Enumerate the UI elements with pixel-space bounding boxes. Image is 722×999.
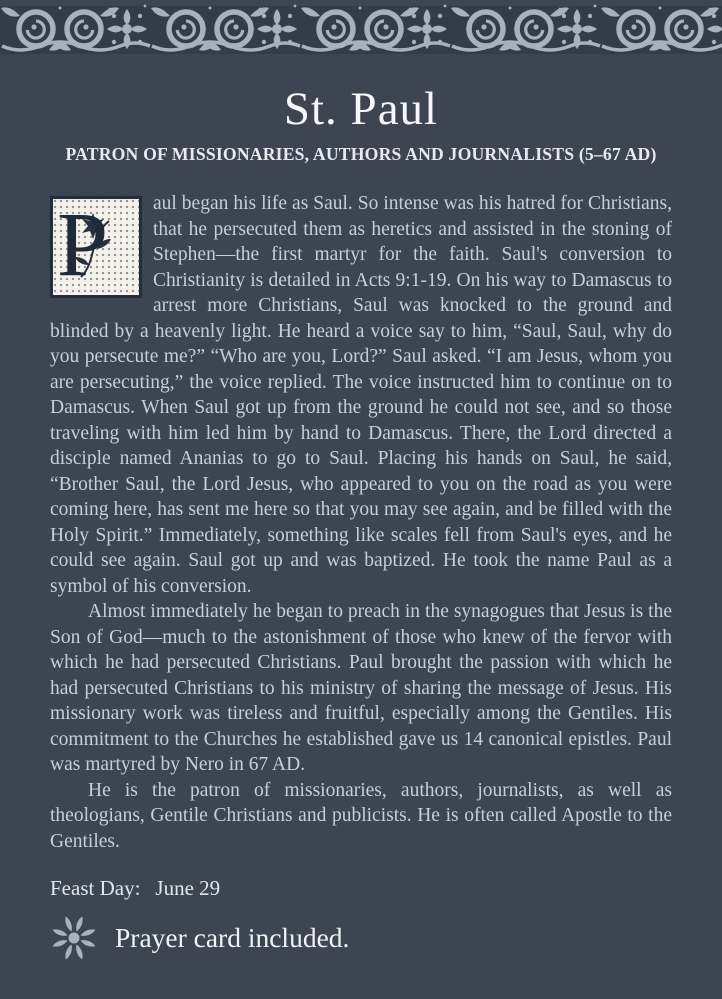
footer-note-row	[50, 914, 672, 962]
footer-note-text: Prayer card included.	[115, 922, 350, 953]
page-subtitle: PATRON OF MISSIONARIES, AUTHORS AND JOURNALISTS (5–67 AD)	[65, 144, 657, 164]
paragraph-3	[50, 778, 672, 855]
paragraph-2-text: Almost immediately he began to preach in the synagogues that Jesus is the Son of God—much to the astonishment of those who knew of the fervor with which he had persecuted Christians. Paul brought the passion with which he had persecuted Christians to his ministry of sharing the message of Jesus. His missionary work was tireless and fruitful, especially among the Gentiles. His commitment to the Churches he established gave us 14 canonical epistles. Paul was martyred by Nero in 67 AD.	[50, 601, 672, 775]
page-title: St. Paul	[283, 83, 439, 135]
ornamental-border-icon	[0, 0, 722, 58]
paragraph-1-text: aul began his life as Saul. So intense was his hatred for Christians, that he persecuted them as heretics and assisted in the stoning of Stephen—the first martyr for the faith. Saul's conversion to Christianity is detailed in Acts 9:1-19. On his way to Damascus to arrest more Christians, Saul was knocked to the ground and blinded by a heavenly light. He heard a voice say to him, “Saul, Saul, why do you persecute me?” “Who are you, Lord?” Saul asked. “I am Jesus, whom you are persecuting,” the voice replied. The voice instructed him to continue on to Damascus. When Saul got up from the ground he could not see, and so those traveling with him led him by hand to Damascus. There, the Lord directed a disciple named Ananias to go to Saul. Placing his hands on Saul, he said, “Brother Saul, the Lord Jesus, who appeared to you on the road as you were coming here, has sent me here so that you may see again, and be filled with the Holy Spirit.” Immediately, something like scales fell from Saul's eyes, and he could see again. Saul got up and was baptized. He took the name Paul as a symbol of his conversion.	[50, 193, 672, 597]
drop-cap-letter: P	[57, 193, 109, 295]
feast-day-line	[50, 876, 672, 901]
floral-cross-ornament-icon	[50, 914, 98, 962]
drop-cap-initial	[50, 193, 142, 298]
feast-day-label: Feast Day:	[50, 876, 141, 900]
paragraph-1	[50, 191, 672, 599]
article-body	[0, 165, 722, 962]
paragraph-2	[50, 599, 672, 778]
paragraph-3-text: He is the patron of missionaries, authors, journalists, as well as theologians, Gentile Christians and publicists. He is often called Apostle to the Gentiles.	[50, 779, 672, 852]
feast-day-value: June 29	[155, 876, 221, 900]
